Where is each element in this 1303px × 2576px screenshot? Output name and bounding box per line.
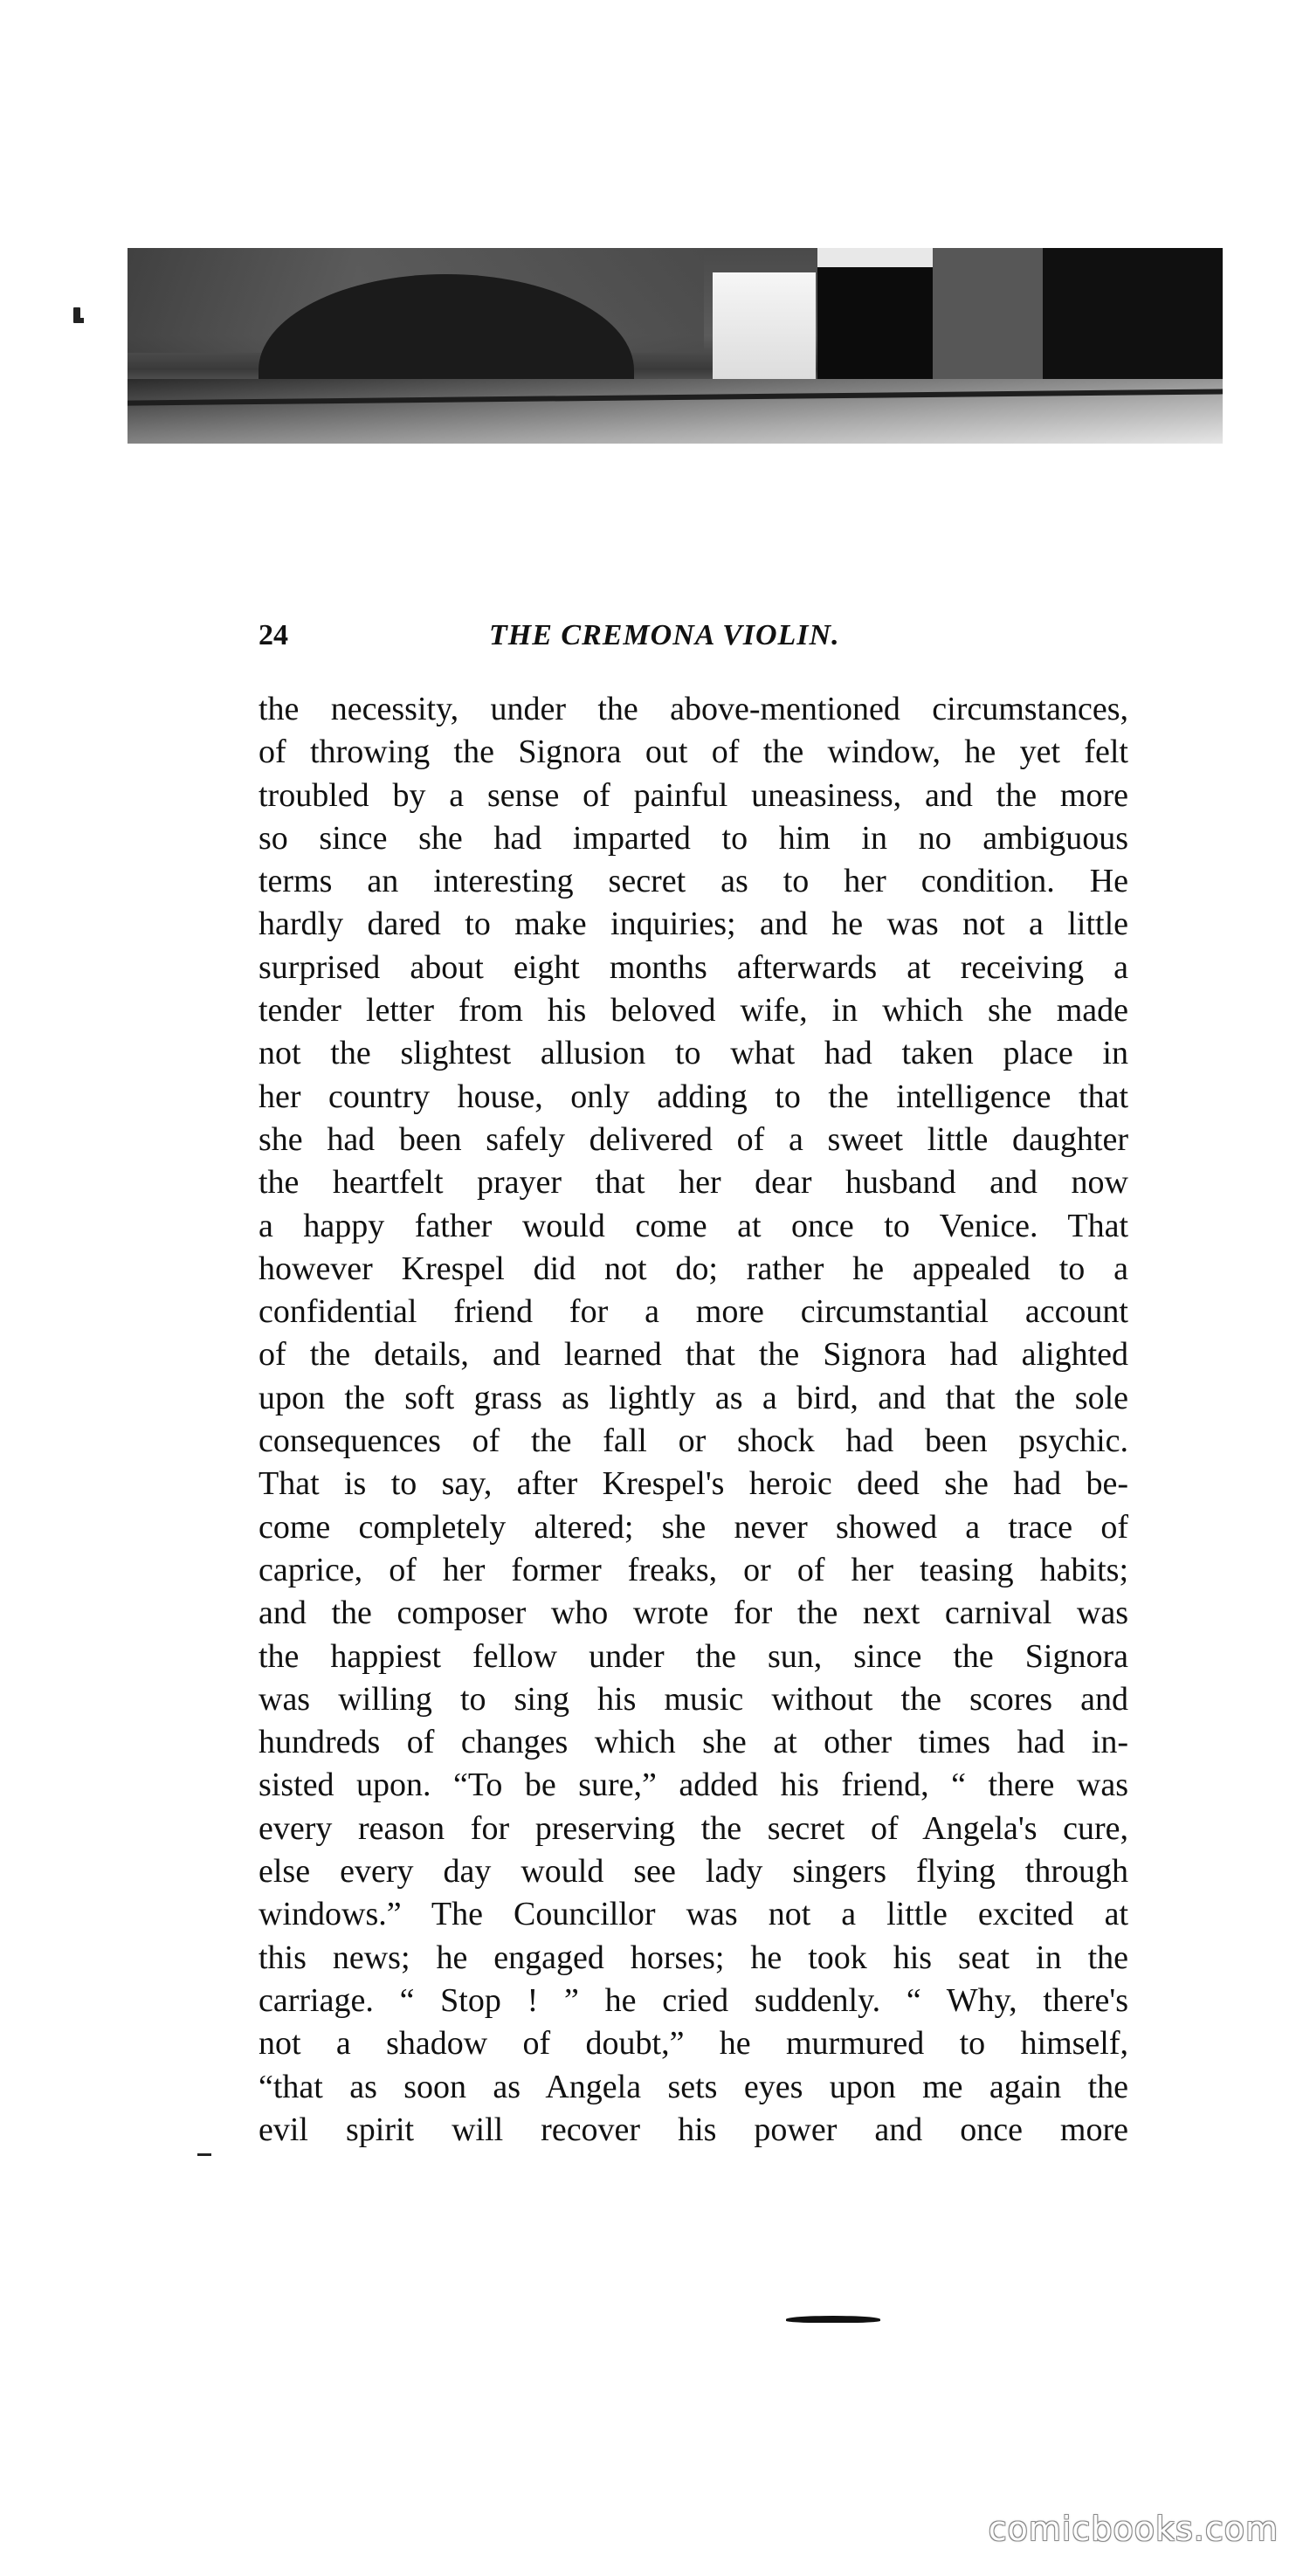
running-header (259, 611, 1132, 660)
ink-smudge (786, 2316, 880, 2323)
text-line: confidential friend for a more circumstantial account (259, 1293, 1128, 1331)
text-line: hardly dared to make inquiries; and he was not a little (259, 906, 1128, 943)
text-line: her country house, only adding to the intelligence that (259, 1078, 1128, 1115)
text-line: caprice, of her former freaks, or of her teasing habits; (259, 1551, 1128, 1588)
text-line: the necessity, under the above-mentioned circumstances, (259, 691, 1128, 727)
text-line: sisted upon. “To be sure,” added his friend, “ there was (259, 1767, 1128, 1804)
text-line: was willing to sing his music without the scores and (259, 1680, 1128, 1718)
page-number: 24 (259, 619, 288, 651)
text-line: terms an interesting secret as to her condition. He (259, 863, 1128, 900)
text-line: this news; he engaged horses; he took his seat in the (259, 1939, 1128, 1976)
photo-white-strip (817, 248, 933, 267)
text-line: consequences of the fall or shock had been psychic. (259, 1422, 1128, 1460)
text-line: the heartfelt prayer that her dear husband and now (259, 1164, 1128, 1202)
margin-dash-mark (197, 2153, 211, 2156)
body-text (259, 688, 1128, 2152)
text-line: carriage. “ Stop ! ” he cried suddenly. “ Why, there's (259, 1981, 1128, 2019)
text-line: so since she had imparted to him in no ambiguous (259, 819, 1128, 857)
text-line: troubled by a sense of painful uneasiness, and the more (259, 776, 1128, 814)
text-line: else every day would see lady singers flying through (259, 1853, 1128, 1891)
text-line: she had been safely delivered of a sweet little daughter (259, 1120, 1128, 1158)
watermark: comicbooks.com (988, 2510, 1279, 2548)
text-line: tender letter from his beloved wife, in which she made (259, 992, 1128, 1030)
text-line: upon the soft grass as lightly as a bird, and that the sole (259, 1379, 1128, 1416)
text-line: surprised about eight months afterwards at receiving a (259, 948, 1128, 986)
text-line: a happy father would come at once to Venice. That (259, 1207, 1128, 1244)
margin-scan-mark (73, 307, 80, 323)
text-line: of the details, and learned that the Signora had alighted (259, 1336, 1128, 1374)
text-line: “that as soon as Angela sets eyes upon me again the (259, 2068, 1128, 2105)
text-line: come completely altered; she never showed a trace of (259, 1508, 1128, 1546)
text-line: however Krespel did not do; rather he appealed to a (259, 1250, 1128, 1287)
text-line: windows.” The Councillor was not a little excited at (259, 1896, 1128, 1933)
photo-floor (128, 379, 1223, 444)
photo-grey-block (933, 248, 1043, 396)
text-line: every reason for preserving the secret of Angela's cure, (259, 1809, 1128, 1847)
scanned-photo-fragment (128, 248, 1223, 444)
text-line: hundreds of changes which she at other times had in- (259, 1724, 1128, 1761)
text-line: That is to say, after Krespel's heroic deed she had be- (259, 1465, 1128, 1503)
photo-white-panel (713, 272, 816, 395)
text-line: of throwing the Signora out of the window, he yet felt (259, 734, 1128, 771)
text-line: not the slightest allusion to what had taken place in (259, 1035, 1128, 1072)
text-line: the happiest fellow under the sun, since the Signora (259, 1637, 1128, 1675)
running-title: THE CREMONA VIOLIN. (489, 619, 840, 651)
text-line: evil spirit will recover his power and once more (259, 2111, 1128, 2148)
text-line: and the composer who wrote for the next carnival was (259, 1595, 1128, 1632)
text-line: not a shadow of doubt,” he murmured to himself, (259, 2025, 1128, 2063)
